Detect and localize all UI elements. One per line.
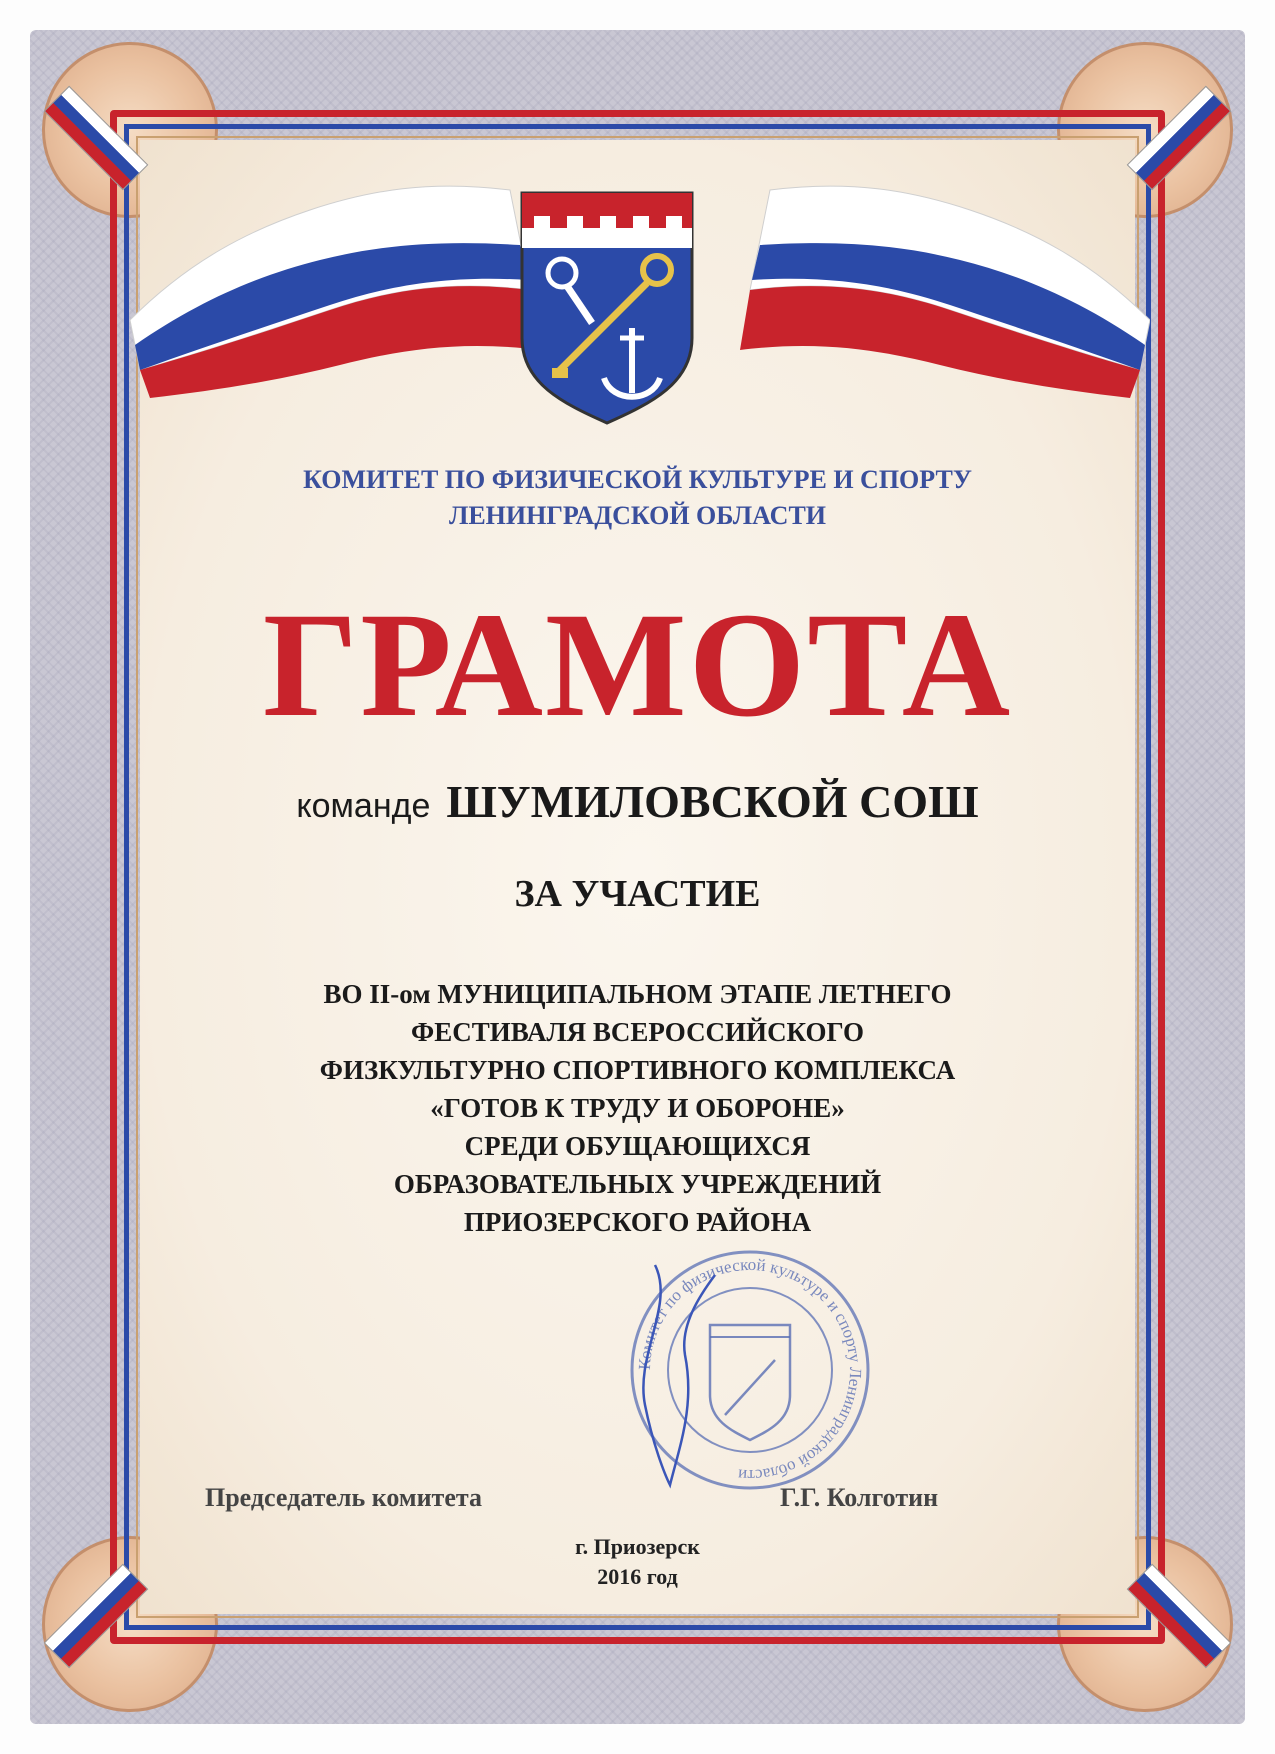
issuer-header [140,462,1135,534]
signatory-position: Председатель комитета [205,1483,482,1512]
recipient-name: ШУМИЛОВСКОЙ СОШ [446,776,979,827]
issuer-line-2: ЛЕНИНГРАДСКОЙ ОБЛАСТИ [448,501,827,530]
year: 2016 год [597,1564,678,1589]
recipient-prefix: команде [296,787,431,825]
award-reason: ЗА УЧАСТИЕ [514,873,761,915]
russian-flag-ribbon-right [700,170,1150,400]
description-line: СРЕДИ ОБУЩАЮЩИХСЯ [464,1131,811,1161]
description-line: ФИЗКУЛЬТУРНО СПОРТИВНОГО КОМПЛЕКСА [319,1055,956,1085]
city: г. Приозерск [575,1534,700,1559]
issuer-line-1: КОМИТЕТ ПО ФИЗИЧЕСКОЙ КУЛЬТУРЕ И СПОРТУ [303,465,972,494]
description-line: «ГОТОВ К ТРУДУ И ОБОРОНЕ» [430,1093,845,1123]
document-title: ГРАМОТА [262,582,1013,748]
description-line: ОБРАЗОВАТЕЛЬНЫХ УЧРЕЖДЕНИЙ [393,1169,882,1199]
recipient-line [140,775,1135,828]
description-line: ФЕСТИВАЛЯ ВСЕРОССИЙСКОГО [411,1017,864,1047]
award-description [140,975,1135,1241]
description-line: ВО II-ом МУНИЦИПАЛЬНОМ ЭТАПЕ ЛЕТНЕГО [323,979,952,1009]
signatory-name: Г.Г. Колготин [780,1483,939,1512]
official-stamp [625,1245,875,1495]
description-line: ПРИОЗЕРСКОГО РАЙОНА [463,1207,812,1237]
svg-text:Комитет по физической культуре: Комитет по физической культуре и спорту Ленинградской области [634,1254,866,1486]
place-and-date [140,1532,1135,1592]
coat-of-arms-emblem [512,188,702,428]
